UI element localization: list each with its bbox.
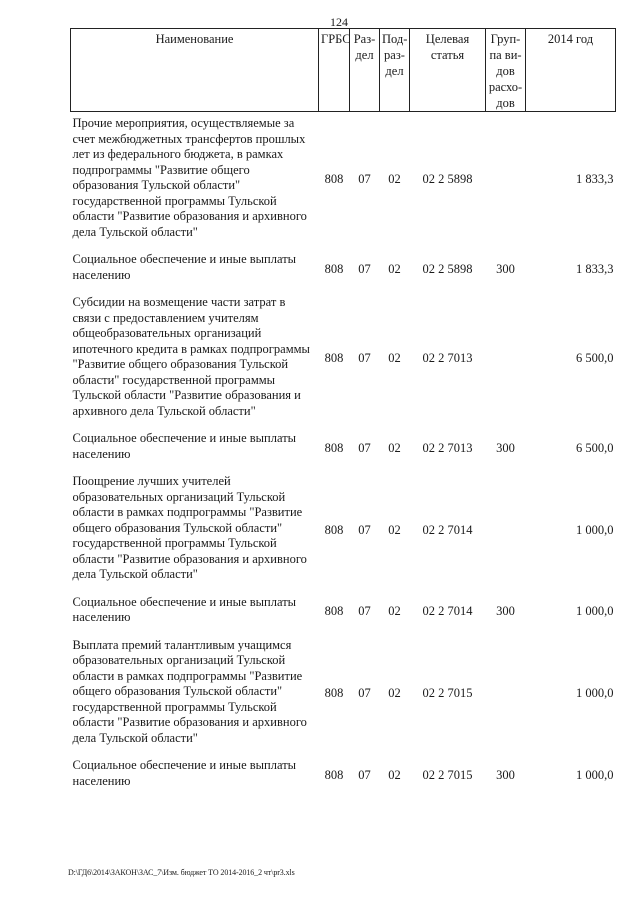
cell-group: 300 — [496, 604, 515, 619]
table-row — [71, 248, 616, 291]
col-header-grbs: ГРБС — [319, 29, 350, 112]
cell-grbs: 808 — [324, 686, 344, 700]
cell-name: Выплата премий талантливым учащимся образовательных организаций Тульской области в рамках подпрограммы "Развитие общего образования Тульской области" государственной программы Тульской области "Развитие образования и архивного дела Тульской области" — [72, 637, 307, 745]
cell-target: 02 2 5898 — [422, 261, 473, 276]
col-header-razdel: Раз-дел — [350, 29, 380, 112]
cell-target: 02 2 7013 — [422, 440, 473, 455]
cell-group: 300 — [496, 767, 515, 782]
cell-podrazdel: 02 — [388, 351, 401, 366]
cell-amount: 1 833,3 — [576, 261, 614, 276]
cell-amount: 1 000,0 — [576, 522, 614, 537]
table-row — [71, 112, 616, 249]
cell-razdel: 07 — [358, 261, 371, 276]
cell-amount: 1 000,0 — [576, 767, 614, 782]
cell-amount: 6 500,0 — [576, 440, 614, 455]
cell-grbs: 808 — [324, 440, 344, 455]
header-row — [71, 29, 616, 112]
table-row — [71, 634, 616, 755]
cell-name: Социальное обеспечение и иные выплаты населению — [72, 594, 297, 624]
cell-target: 02 2 7013 — [422, 351, 473, 366]
cell-target: 02 2 5898 — [422, 172, 473, 187]
cell-grbs: 808 — [324, 172, 344, 187]
cell-amount: 1 000,0 — [576, 686, 614, 700]
cell-grbs: 808 — [324, 767, 344, 782]
cell-name: Социальное обеспечение и иные выплаты населению — [72, 431, 297, 461]
col-header-target: Целевая статья — [410, 29, 486, 112]
cell-name: Социальное обеспечение и иные выплаты населению — [72, 252, 297, 282]
cell-name: Социальное обеспечение и иные выплаты населению — [72, 758, 297, 788]
cell-name: Субсидии на возмещение части затрат в связи с предоставлением учителям общеобразовательных организаций ипотечного кредита в рамках подпрограммы "Развитие общего образования Тульской области" государственной программы Тульской области "Развитие образования и архивного дела Тульской области" — [72, 295, 310, 418]
cell-razdel: 07 — [358, 440, 371, 455]
page-number: 124 — [330, 15, 348, 29]
cell-podrazdel: 02 — [388, 604, 401, 619]
cell-razdel: 07 — [358, 351, 371, 366]
cell-group — [486, 634, 526, 755]
col-header-podrazdel: Под-раз-дел — [380, 29, 410, 112]
cell-amount: 1 833,3 — [576, 172, 614, 187]
col-header-group: Груп-па ви-дов расхо-дов — [486, 29, 526, 112]
cell-target: 02 2 7014 — [422, 522, 473, 537]
cell-podrazdel: 02 — [388, 522, 401, 537]
cell-grbs: 808 — [324, 604, 344, 619]
table-row — [71, 427, 616, 470]
cell-name: Прочие мероприятия, осуществляемые за счет межбюджетных трансфертов прошлых лет из федерального бюджета, в рамках подпрограммы "Развитие общего образования Тульской области" государственной программы Тульской области "Развитие образования и архивного дела Тульской области" — [72, 116, 307, 239]
col-header-name: Наименование — [71, 29, 319, 112]
cell-group — [486, 470, 526, 591]
table-row — [71, 291, 616, 427]
cell-amount: 1 000,0 — [576, 604, 614, 619]
cell-podrazdel: 02 — [388, 261, 401, 276]
cell-podrazdel: 02 — [388, 440, 401, 455]
table-body — [71, 112, 616, 798]
cell-group — [486, 112, 526, 249]
cell-name: Поощрение лучших учителей образовательных организаций Тульской области в рамках подпрограммы "Развитие общего образования Тульской области" государственной программы Тульской области "Развитие образования и архивного дела Тульской области" — [72, 474, 307, 581]
cell-grbs: 808 — [324, 261, 344, 276]
table-row — [71, 470, 616, 591]
cell-target: 02 2 7015 — [422, 767, 473, 782]
cell-target: 02 2 7015 — [422, 686, 473, 700]
cell-razdel: 07 — [358, 522, 371, 537]
table-row — [71, 591, 616, 634]
col-header-year: 2014 год — [526, 29, 616, 112]
table-header — [71, 29, 616, 112]
footer-file-path: D:\ГД6\2014\ЗАКОН\ЗАС_7\Изм. бюджет ТО 2014-2016_2 чт\pr3.xls — [68, 868, 295, 877]
cell-razdel: 07 — [358, 767, 371, 782]
cell-razdel: 07 — [358, 172, 371, 187]
cell-podrazdel: 02 — [388, 172, 401, 187]
budget-table — [70, 28, 616, 797]
cell-group — [486, 291, 526, 427]
cell-grbs: 808 — [324, 522, 344, 537]
table-row — [71, 754, 616, 797]
cell-razdel: 07 — [358, 686, 371, 700]
cell-podrazdel: 02 — [388, 686, 401, 700]
cell-podrazdel: 02 — [388, 767, 401, 782]
cell-target: 02 2 7014 — [422, 604, 473, 619]
cell-group: 300 — [496, 440, 515, 455]
cell-amount: 6 500,0 — [576, 351, 614, 366]
cell-razdel: 07 — [358, 604, 371, 619]
cell-grbs: 808 — [324, 351, 344, 366]
cell-group: 300 — [496, 261, 515, 276]
